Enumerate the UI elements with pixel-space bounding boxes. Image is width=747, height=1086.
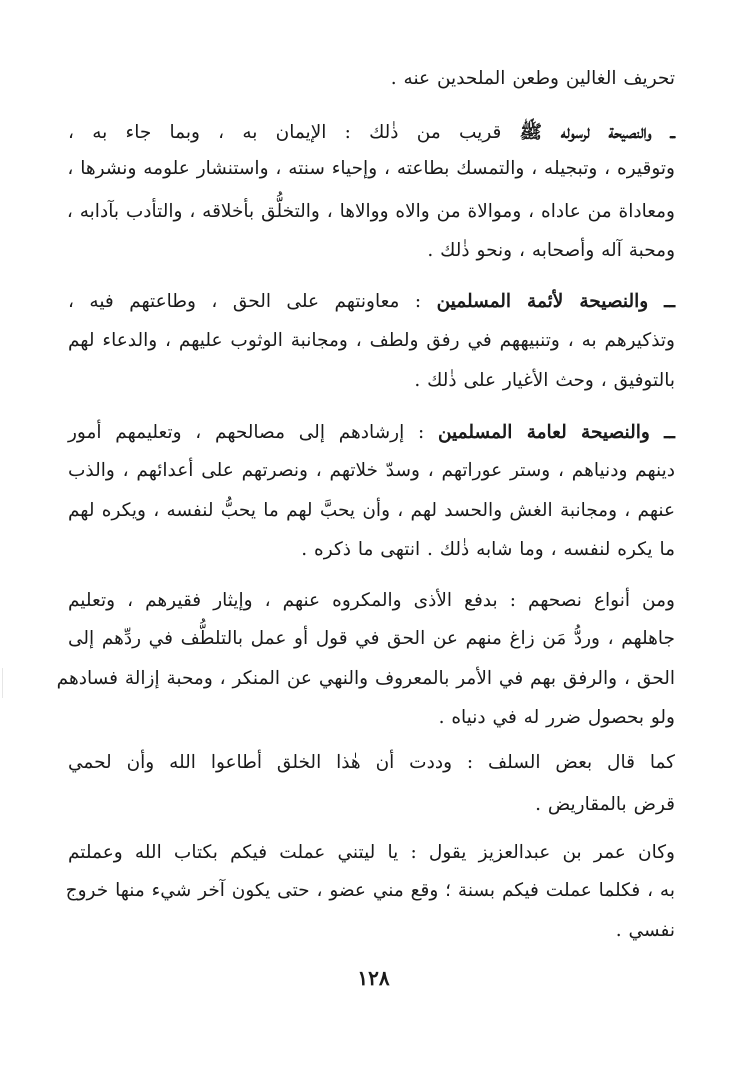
text-line xyxy=(68,496,675,528)
scan-artifact xyxy=(2,668,3,698)
text-line xyxy=(68,790,675,822)
line-text: دينهم ودنياهم ، وستر عوراتهم ، وسدّ خلاتهم ، ونصرتهم على أعدائهم ، والذب xyxy=(68,460,675,481)
text-line xyxy=(68,154,675,186)
text-line xyxy=(68,748,675,780)
text-line xyxy=(68,418,675,450)
section-heading: ــ والنصيحة لعامة المسلمين xyxy=(437,422,675,443)
line-text: نفسي . xyxy=(615,920,675,941)
text-line xyxy=(68,287,675,319)
line-text: بالتوفيق ، وحث الأغيار على ذٰلك . xyxy=(414,370,675,391)
text-line xyxy=(68,624,675,656)
text-line xyxy=(65,876,675,908)
text-line xyxy=(68,236,675,268)
line-text: : إرشادهم إلى مصالحهم ، وتعليمهم أمور xyxy=(68,422,438,443)
line-text: عنهم ، ومجانبة الغش والحسد لهم ، وأن يحبَّ لهم ما يحبُّ لنفسه ، ويكره لهم xyxy=(68,500,675,521)
text-line xyxy=(68,64,675,96)
page-number: ١٢٨ xyxy=(357,966,390,990)
line-text: قريب من ذٰلك : الإيمان به ، وبما جاء به ، xyxy=(68,122,520,143)
line-text: وتذكيرهم به ، وتنبيههم في رفق ولطف ، ومجانبة الوثوب عليهم ، والدعاء لهم xyxy=(68,330,675,351)
text-line xyxy=(68,838,675,870)
text-line xyxy=(68,326,675,358)
line-text: ومحبة آله وأصحابه ، ونحو ذٰلك . xyxy=(427,240,675,261)
text-line xyxy=(68,535,675,567)
text-line xyxy=(68,366,675,398)
line-text: تحريف الغالين وطعن الملحدين عنه . xyxy=(390,68,675,89)
line-text: ولو بحصول ضرر له في دنياه . xyxy=(438,707,675,728)
section-heading: ــ والنصيحة لأئمة المسلمين xyxy=(436,291,675,312)
line-text: قرض بالمقاريض . xyxy=(535,794,675,815)
line-text: : معاونتهم على الحق ، وطاعتهم فيه ، xyxy=(68,291,437,312)
line-text: ومن أنواع نصحهم : بدفع الأذى والمكروه عنهم ، وإيثار فقيرهم ، وتعليم xyxy=(68,590,675,611)
text-line xyxy=(68,586,675,618)
line-text: وكان عمر بن عبدالعزيز يقول : يا ليتني عملت فيكم بكتاب الله وعملتم xyxy=(68,842,675,863)
text-line xyxy=(68,197,675,229)
text-line xyxy=(68,916,675,948)
line-text: ومعاداة من عاداه ، وموالاة من والاه ووالاها ، والتخلُّق بأخلاقه ، والتأدب بآدابه ، xyxy=(66,201,675,222)
line-text: وتوقيره ، وتبجيله ، والتمسك بطاعته ، وإحياء سنته ، واستنشار علومه ونشرها ، xyxy=(67,158,675,179)
section-heading: ــ والنصيحة لرسوله ﷺ xyxy=(519,122,675,143)
line-text: ما يكره لنفسه ، وما شابه ذٰلك . انتهى ما ذكره . xyxy=(301,539,675,560)
line-text: جاهلهم ، وردُّ مَن زاغ منهم عن الحق في قول أو عمل بالتلطُّف في ردِّهم إلى xyxy=(68,628,675,649)
line-text: به ، فكلما عملت فيكم بسنة ؛ وقع مني عضو ، حتى يكون آخر شيء منها خروج xyxy=(65,880,675,901)
text-line xyxy=(68,703,675,735)
text-line xyxy=(68,456,675,488)
line-text: الحق ، والرفق بهم في الأمر بالمعروف والنهي عن المنكر ، ومحبة إزالة فسادهم xyxy=(56,668,675,689)
text-line xyxy=(56,664,675,696)
text-line xyxy=(68,118,675,150)
line-text: كما قال بعض السلف : وددت أن هٰذا الخلق أطاعوا الله وأن لحمي xyxy=(68,752,675,773)
